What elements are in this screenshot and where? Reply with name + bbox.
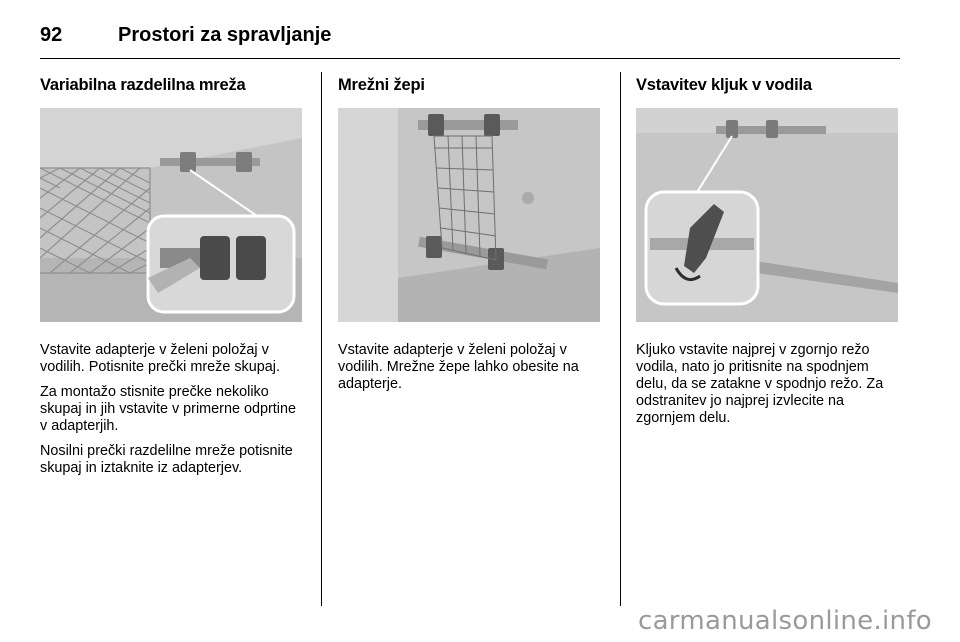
- paragraph: Kljuko vstavite najprej v zgornjo režo vodila, nato jo pritisnite na spodnjem delu, da se zatakne v spodnjo režo. Za odstranitev jo najprej izvlecite na zgornjem delu.: [636, 342, 884, 426]
- section-title: Variabilna razdelilna mreža: [40, 76, 246, 94]
- illustration-partition-net: [40, 108, 302, 322]
- page-number: 92: [40, 23, 63, 46]
- column-divider: [620, 72, 621, 606]
- page-title: Prostori za spravljanje: [118, 23, 332, 46]
- watermark: carmanualsonline.info: [637, 606, 932, 636]
- paragraph: Vstavite adapterje v želeni položaj v vodilih. Mrežne žepe lahko obesite na adapterje.: [338, 342, 579, 392]
- paragraph: Nosilni prečki razdelilne mreže potisnite skupaj in iztaknite iz adapterjev.: [40, 443, 293, 476]
- paragraph: Vstavite adapterje v želeni položaj v vodilih. Potisnite prečki mreže skupaj.: [40, 342, 280, 375]
- illustration-net-pocket: [338, 108, 600, 322]
- page-header: [40, 20, 331, 50]
- column-divider: [321, 72, 322, 606]
- header-divider: [40, 58, 900, 59]
- section-variable-net: [40, 72, 304, 477]
- section-net-pockets: [338, 72, 604, 393]
- section-hooks: [636, 72, 902, 427]
- illustration-hook-rail: [636, 108, 898, 322]
- paragraph: Za montažo stisnite prečke nekoliko skupaj in jih vstavite v primerne odprtine v adapterjih.: [40, 384, 296, 434]
- section-title: Mrežni žepi: [338, 76, 425, 94]
- section-title: Vstavitev kljuk v vodila: [636, 76, 812, 94]
